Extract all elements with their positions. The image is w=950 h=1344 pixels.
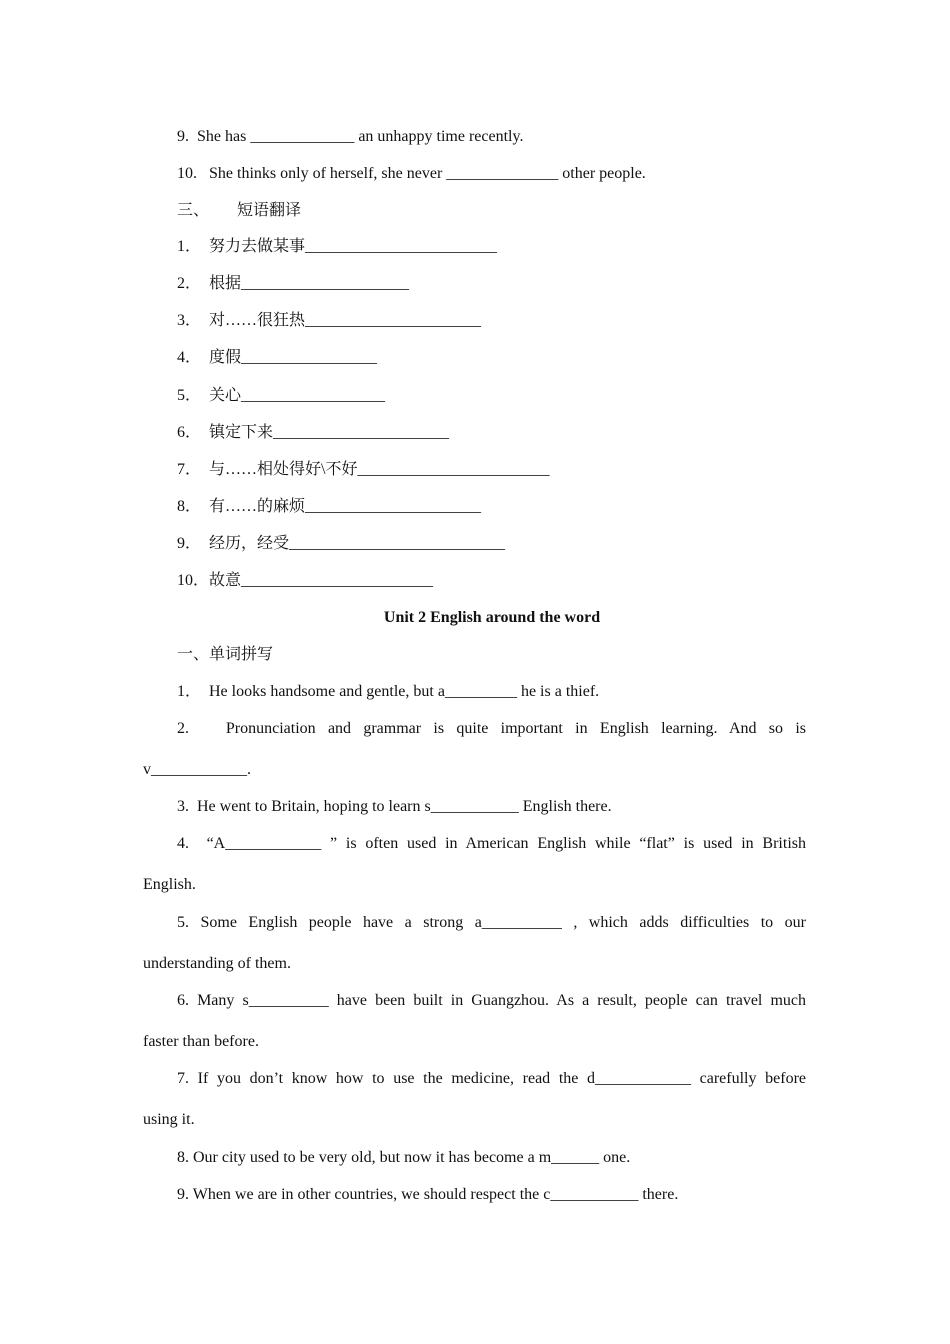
exercise-item-9: 9. She has _____________ an unhappy time recently. xyxy=(177,128,524,145)
spelling-question-2 xyxy=(143,708,806,790)
question-line: 4. “A____________ ” is often used in American English while “flat” is used in British xyxy=(177,835,806,852)
exercise-item-10: 10. She thinks only of herself, she never ______________ other people. xyxy=(177,165,646,182)
question-line: 5. Some English people have a strong a__________ , which adds difficulties to our xyxy=(177,914,806,931)
spelling-question-5 xyxy=(143,902,806,984)
unit-title: Unit 2 English around the word xyxy=(383,609,601,626)
spelling-question-6 xyxy=(143,980,806,1062)
question-line-continued: English. xyxy=(143,876,196,893)
phrase-item-4: 4． 度假_________________ xyxy=(177,349,378,366)
question-line: 2. Pronunciation and grammar is quite important in English learning. And so is xyxy=(177,720,806,737)
phrase-item-7: 7． 与……相处得好\不好________________________ xyxy=(177,461,550,478)
spelling-question-9: 9. When we are in other countries, we should respect the c___________ there. xyxy=(177,1186,679,1203)
question-line-continued: understanding of them. xyxy=(143,955,291,972)
question-line-continued: faster than before. xyxy=(143,1033,259,1050)
spelling-question-7 xyxy=(143,1058,806,1140)
question-line: 7. If you don’t know how to use the medicine, read the d____________ carefully before xyxy=(177,1070,806,1087)
spelling-question-3: 3. He went to Britain, hoping to learn s___________ English there. xyxy=(177,798,612,815)
phrase-item-3: 3． 对……很狂热______________________ xyxy=(177,312,482,329)
phrase-item-6: 6． 镇定下来______________________ xyxy=(177,424,450,441)
phrase-item-8: 8． 有……的麻烦______________________ xyxy=(177,498,482,515)
phrase-item-10: 10．故意________________________ xyxy=(177,572,434,589)
question-line-continued: using it. xyxy=(143,1111,195,1128)
section-heading-spelling: 一、单词拼写 xyxy=(177,646,274,663)
spelling-question-1: 1． He looks handsome and gentle, but a_________ he is a thief. xyxy=(177,683,600,700)
phrase-item-5: 5． 关心__________________ xyxy=(177,387,386,404)
question-line: 6. Many s__________ have been built in Guangzhou. As a result, people can travel much xyxy=(177,992,806,1009)
phrase-item-1: 1． 努力去做某事________________________ xyxy=(177,238,498,255)
section-heading-phrase-translation: 三、 短语翻译 xyxy=(177,202,302,219)
spelling-question-4 xyxy=(143,823,806,905)
spelling-question-8: 8. Our city used to be very old, but now it has become a m______ one. xyxy=(177,1149,631,1166)
question-line-continued: v____________. xyxy=(143,761,251,778)
phrase-item-9: 9． 经历，经受___________________________ xyxy=(177,535,506,552)
phrase-item-2: 2． 根据_____________________ xyxy=(177,275,410,292)
